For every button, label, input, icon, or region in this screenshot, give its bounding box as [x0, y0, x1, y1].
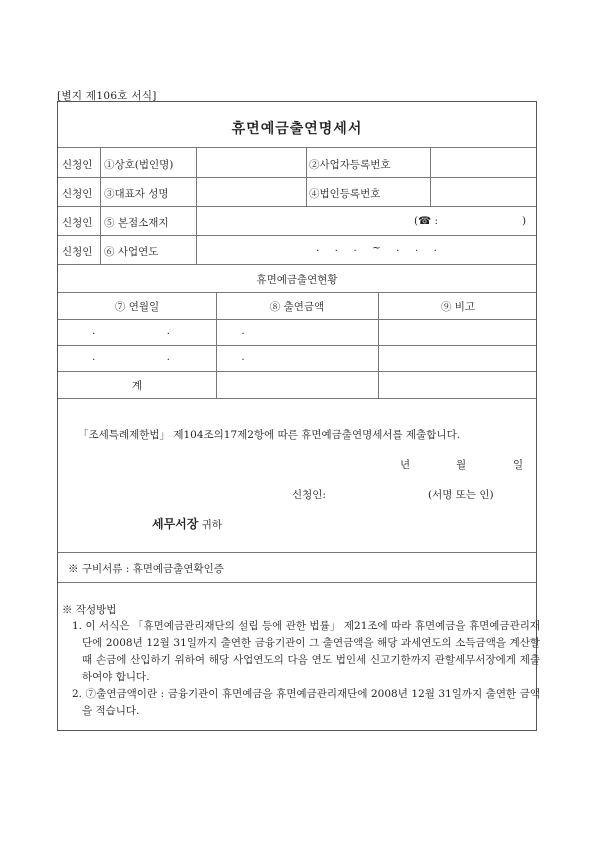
representative-label: ③대표자 성명 [104, 188, 169, 200]
instruction-item: 1. 이 서식은 「휴면예금관리재단의 설립 등에 관한 법률」 제21조에 따라 휴면예금을 휴면예금관리재단에 2008년 12월 31일까지 출연한 금융기관이 그 출연금액을 해당 과세연도의 소득금액을 계산할 때 손금에 산입하기 위하여 해당 사업연도의 다음 연도 법인세 신고기한까지 관할세무서장에게 제출하여야 합니다. [72, 620, 540, 683]
table-cell-date: . . . [92, 351, 279, 363]
instructions-heading: ※ 작성방법 [62, 604, 117, 616]
corporate-number-label: ④법인등록번호 [309, 188, 381, 200]
fiscal-year-period: . . . ~ . . . [316, 242, 443, 254]
phone-close: ) [522, 215, 527, 227]
table-total-label: 계 [131, 380, 143, 392]
divider [58, 147, 536, 148]
recipient [152, 515, 222, 532]
applicant-label: 신청인 [62, 217, 93, 229]
table-header-date: ⑦ 연월일 [114, 301, 160, 313]
statement: 「조세특례제한법」 제104조의17제2항에 따른 휴면예금출연명세서를 제출합니다. [78, 429, 461, 441]
fiscal-year-label: ⑥ 사업연도 [104, 246, 159, 258]
date-month: 월 [456, 459, 467, 471]
recipient-name: 세무서장 [152, 517, 199, 531]
form-number: [별지 제106호 서식] [57, 90, 157, 102]
applicant-sign-label: 신청인: [292, 489, 326, 501]
table-header-amount: ⑧ 출연금액 [269, 301, 325, 313]
divider [58, 292, 536, 293]
column-rule [430, 147, 431, 206]
divider [58, 206, 536, 207]
divider [58, 264, 536, 265]
phone-label: (☎ : [414, 215, 439, 227]
date-day: 일 [513, 459, 524, 471]
applicant-label: 신청인 [62, 246, 93, 258]
divider [58, 398, 536, 399]
instruction-item: 2. ⑦출연금액이란 : 금융기관이 휴면예금을 휴면예금관리재단에 2008년 12월 31일까지 출연한 금액을 적습니다. [72, 688, 540, 717]
applicant-label: 신청인 [62, 188, 93, 200]
attachments-note: ※ 구비서류 : 휴면예금출연확인증 [68, 563, 224, 575]
divider [58, 235, 536, 236]
column-rule [196, 147, 197, 264]
sign-placeholder: (서명 또는 인) [428, 489, 494, 501]
column-rule [100, 147, 101, 264]
section-title: 휴면예금출연현황 [256, 274, 338, 286]
recipient-suffix: 귀하 [201, 519, 223, 531]
form-sheet [57, 101, 540, 731]
divider [58, 582, 536, 583]
divider [58, 345, 536, 346]
head-office-label: ⑤ 본점소재지 [104, 217, 169, 229]
applicant-label: 신청인 [62, 159, 93, 171]
divider [58, 552, 536, 553]
divider [58, 371, 536, 372]
table-header-note: ⑨ 비고 [440, 301, 476, 313]
divider [58, 177, 536, 178]
table-cell-date: . . . [92, 325, 279, 337]
divider [58, 319, 536, 320]
date-year: 년 [400, 459, 411, 471]
business-number-label: ②사업자등록번호 [309, 159, 391, 171]
column-rule [306, 147, 307, 206]
company-name-label: ①상호(법인명) [104, 159, 174, 171]
form-title: 휴면예금출연명세서 [231, 121, 363, 137]
